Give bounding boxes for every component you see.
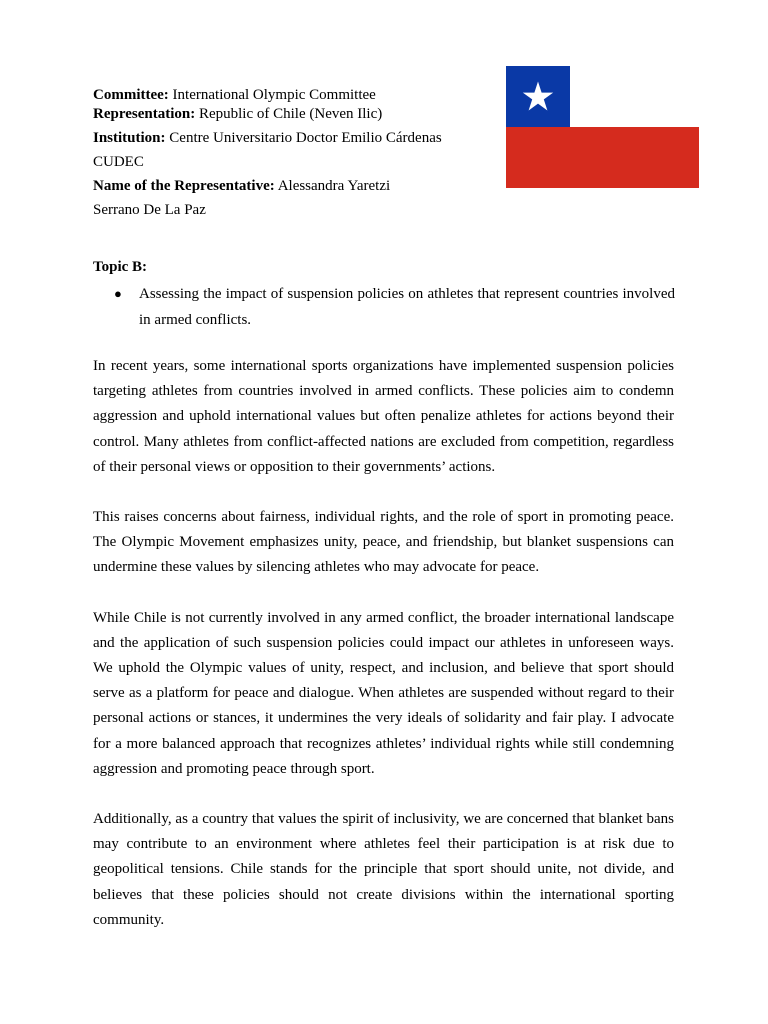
representative-line: [93, 177, 493, 196]
representative-label: Name of the Representative:: [93, 178, 275, 194]
committee-value: International Olympic Committee: [168, 87, 376, 103]
institution-value: Centre Universitario Doctor Emilio Cárdenas: [165, 130, 442, 146]
document-header: [93, 86, 493, 220]
chile-flag-graphic: [506, 66, 699, 188]
representation-line: [93, 105, 493, 124]
chile-flag-icon: [506, 66, 699, 188]
body-paragraph: In recent years, some international sports organizations have implemented suspension policies targeting athletes from countries involved in armed conflicts. These policies aim to condemn aggression and uphold international values but often penalize athletes for actions beyond their control. Many athletes from conflict-affected nations are excluded from competition, regardless of their personal views or opposition to their governments’ actions.: [93, 358, 674, 475]
flag-red-stripe: [506, 127, 699, 188]
representative-value: Alessandra Yaretzi: [274, 178, 391, 194]
list-item: [93, 281, 675, 333]
institution-label: Institution:: [93, 130, 166, 146]
representative-line-2: [93, 201, 493, 220]
institution-value-2: CUDEC: [93, 154, 144, 170]
committee-label: Committee:: [93, 87, 169, 103]
representation-label: Representation:: [93, 106, 196, 122]
topic-item-text: Assessing the impact of suspension policies on athletes that represent countries involved in armed conflicts.: [139, 286, 675, 328]
bullet-icon: ●: [114, 286, 122, 301]
representative-value-2: Serrano De La Paz: [93, 202, 206, 218]
topic-section: [93, 257, 675, 333]
body-paragraph: Additionally, as a country that values the spirit of inclusivity, we are concerned that blanket bans may contribute to an environment where athletes feel their participation is at risk due to geopolitical tensions. Chile stands for the principle that sport should unite, not divide, and believes that these policies should not create divisions within the international sporting community.: [93, 811, 674, 928]
body-paragraph: While Chile is not currently involved in any armed conflict, the broader international landscape and the application of such suspension policies could impact our athletes in unforeseen ways. We uphold the Olympic values of unity, respect, and inclusion, and believe that sport should serve as a platform for peace and dialogue. When athletes are suspended without regard to their personal actions or stances, it undermines the very ideals of solidarity and fair play. I advocate for a more balanced approach that recognizes athletes’ individual rights while still condemning aggression and promoting peace through sport.: [93, 609, 674, 777]
institution-line-2: [93, 153, 493, 172]
document-body: [93, 354, 674, 958]
topic-title: Topic B:: [93, 259, 148, 275]
body-paragraph: This raises concerns about fairness, individual rights, and the role of sport in promoting peace. The Olympic Movement emphasizes unity, peace, and friendship, but blanket suspensions can undermine these values by silencing athletes who may advocate for peace.: [93, 509, 674, 576]
committee-line: [93, 86, 493, 105]
institution-line: [93, 129, 493, 148]
representation-value: Republic of Chile (Neven Ilic): [195, 106, 383, 122]
